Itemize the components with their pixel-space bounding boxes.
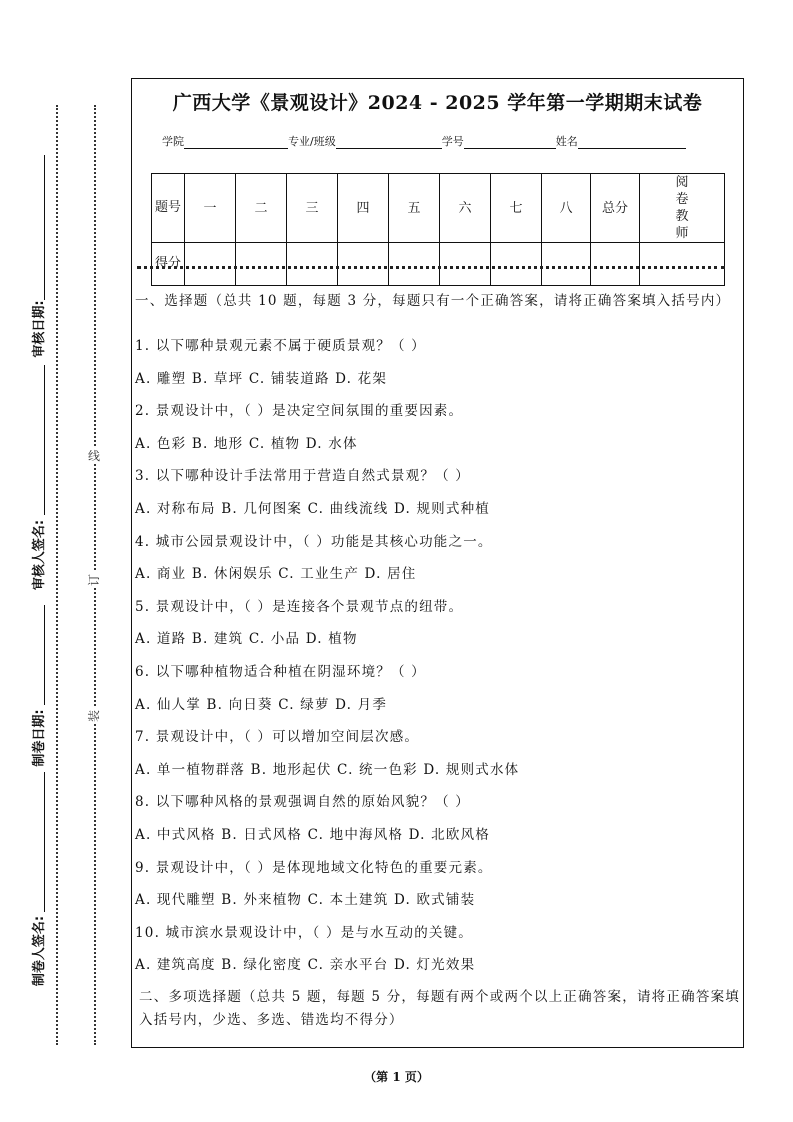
question-2: 2. 景观设计中，（ ）是决定空间氛围的重要因素。 (135, 403, 464, 420)
row-head-score: 得分 (152, 243, 185, 286)
col-3: 三 (287, 174, 338, 243)
question-1-options: A. 雕塑 B. 草坪 C. 铺装道路 D. 花架 (135, 370, 388, 387)
exam-title: 广西大学《景观设计》2024 - 2025 学年第一学期期末试卷 (172, 92, 703, 114)
question-9: 9. 景观设计中，（ ）是体现地域文化特色的重要元素。 (135, 859, 493, 876)
header-divider (137, 266, 725, 269)
question-7: 7. 景观设计中，（ ）可以增加空间层次感。 (135, 729, 420, 746)
binding-char-xian: 线 (87, 449, 100, 463)
question-2-options: A. 色彩 B. 地形 C. 植物 D. 水体 (135, 435, 358, 452)
student-id-label: 学号 (441, 135, 464, 148)
college-field[interactable] (184, 136, 288, 149)
binding-char-zhuang: 装 (87, 710, 101, 723)
name-field[interactable] (578, 136, 686, 149)
make-sign-label: 制卷人签名: (31, 915, 47, 987)
make-date-line[interactable] (44, 605, 45, 705)
name-label: 姓名 (555, 135, 578, 148)
major-label: 专业/班级 (288, 135, 336, 148)
review-sign-label: 审核人签名: (31, 519, 47, 591)
score-cell-1[interactable] (185, 243, 236, 286)
question-10-options: A. 建筑高度 B. 绿化密度 C. 亲水平台 D. 灯光效果 (135, 957, 476, 974)
question-3-options: A. 对称布局 B. 几何图案 C. 曲线流线 D. 规则式种植 (135, 500, 490, 517)
question-5-options: A. 道路 B. 建筑 C. 小品 D. 植物 (135, 631, 358, 648)
question-1: 1. 以下哪种景观元素不属于硬质景观？（ ） (135, 338, 426, 354)
major-field[interactable] (336, 136, 442, 149)
score-cell-4[interactable] (338, 243, 389, 286)
col-7: 七 (491, 174, 542, 243)
question-5: 5. 景观设计中，（ ）是连接各个景观节点的纽带。 (135, 598, 464, 615)
col-grader: 阅卷教师 (640, 174, 725, 243)
score-table-score-row (152, 243, 725, 286)
score-cell-6[interactable] (440, 243, 491, 286)
question-8-options: A. 中式风格 B. 日式风格 C. 地中海风格 D. 北欧风格 (135, 826, 490, 843)
score-table (151, 173, 725, 286)
question-6: 6. 以下哪种植物适合种植在阴湿环境？（ ） (135, 663, 426, 680)
question-4: 4. 城市公园景观设计中，（ ）功能是其核心功能之一。 (135, 533, 493, 550)
score-cell-total[interactable] (591, 243, 640, 286)
review-sign-line[interactable] (44, 365, 45, 515)
score-cell-5[interactable] (389, 243, 440, 286)
col-4: 四 (338, 174, 389, 243)
question-3: 3. 以下哪种设计手法常用于营造自然式景观？（ ） (135, 468, 470, 485)
binding-dotted-line-left (56, 105, 58, 1045)
score-cell-8[interactable] (542, 243, 591, 286)
col-total: 总分 (591, 174, 640, 243)
question-10: 10. 城市滨水景观设计中，（ ）是与水互动的关键。 (135, 924, 474, 941)
question-6-options: A. 仙人掌 B. 向日葵 C. 绿萝 D. 月季 (135, 696, 388, 713)
score-cell-7[interactable] (491, 243, 542, 286)
binding-char-ding: 订 (87, 574, 101, 587)
row-head-question: 题号 (152, 174, 185, 243)
col-8: 八 (542, 174, 591, 243)
score-table-header-row (152, 174, 725, 243)
section-2-heading: 二、多项选择题（总共 5 题，每题 5 分，每题有两个或两个以上正确答案，请将正确答案填入括号内，少选、多选、错选均不得分） (139, 988, 740, 1028)
col-2: 二 (236, 174, 287, 243)
question-9-options: A. 现代雕塑 B. 外来植物 C. 本土建筑 D. 欧式铺装 (135, 892, 476, 909)
review-date-line[interactable] (44, 155, 45, 300)
questions-content (135, 290, 740, 1032)
question-8: 8. 以下哪种风格的景观强调自然的原始风貌？（ ） (135, 794, 470, 811)
student-id-field[interactable] (464, 136, 556, 149)
score-cell-2[interactable] (236, 243, 287, 286)
score-cell-grader[interactable] (640, 243, 725, 286)
question-4-options: A. 商业 B. 休闲娱乐 C. 工业生产 D. 居住 (135, 566, 417, 583)
col-6: 六 (440, 174, 491, 243)
review-date-label: 审核日期: (31, 300, 47, 358)
student-info-row (162, 133, 722, 149)
make-sign-line[interactable] (44, 772, 45, 912)
make-date-label: 制卷日期: (31, 709, 47, 767)
college-label: 学院 (162, 135, 184, 148)
question-7-options: A. 单一植物群落 B. 地形起伏 C. 统一色彩 D. 规则式水体 (135, 761, 520, 778)
col-1: 一 (185, 174, 236, 243)
page-number: （第 1 页） (364, 1070, 429, 1084)
col-5: 五 (389, 174, 440, 243)
score-cell-3[interactable] (287, 243, 338, 286)
section-1-heading: 一、选择题（总共 10 题，每题 3 分，每题只有一个正确答案，请将正确答案填入括号内） (135, 293, 731, 309)
